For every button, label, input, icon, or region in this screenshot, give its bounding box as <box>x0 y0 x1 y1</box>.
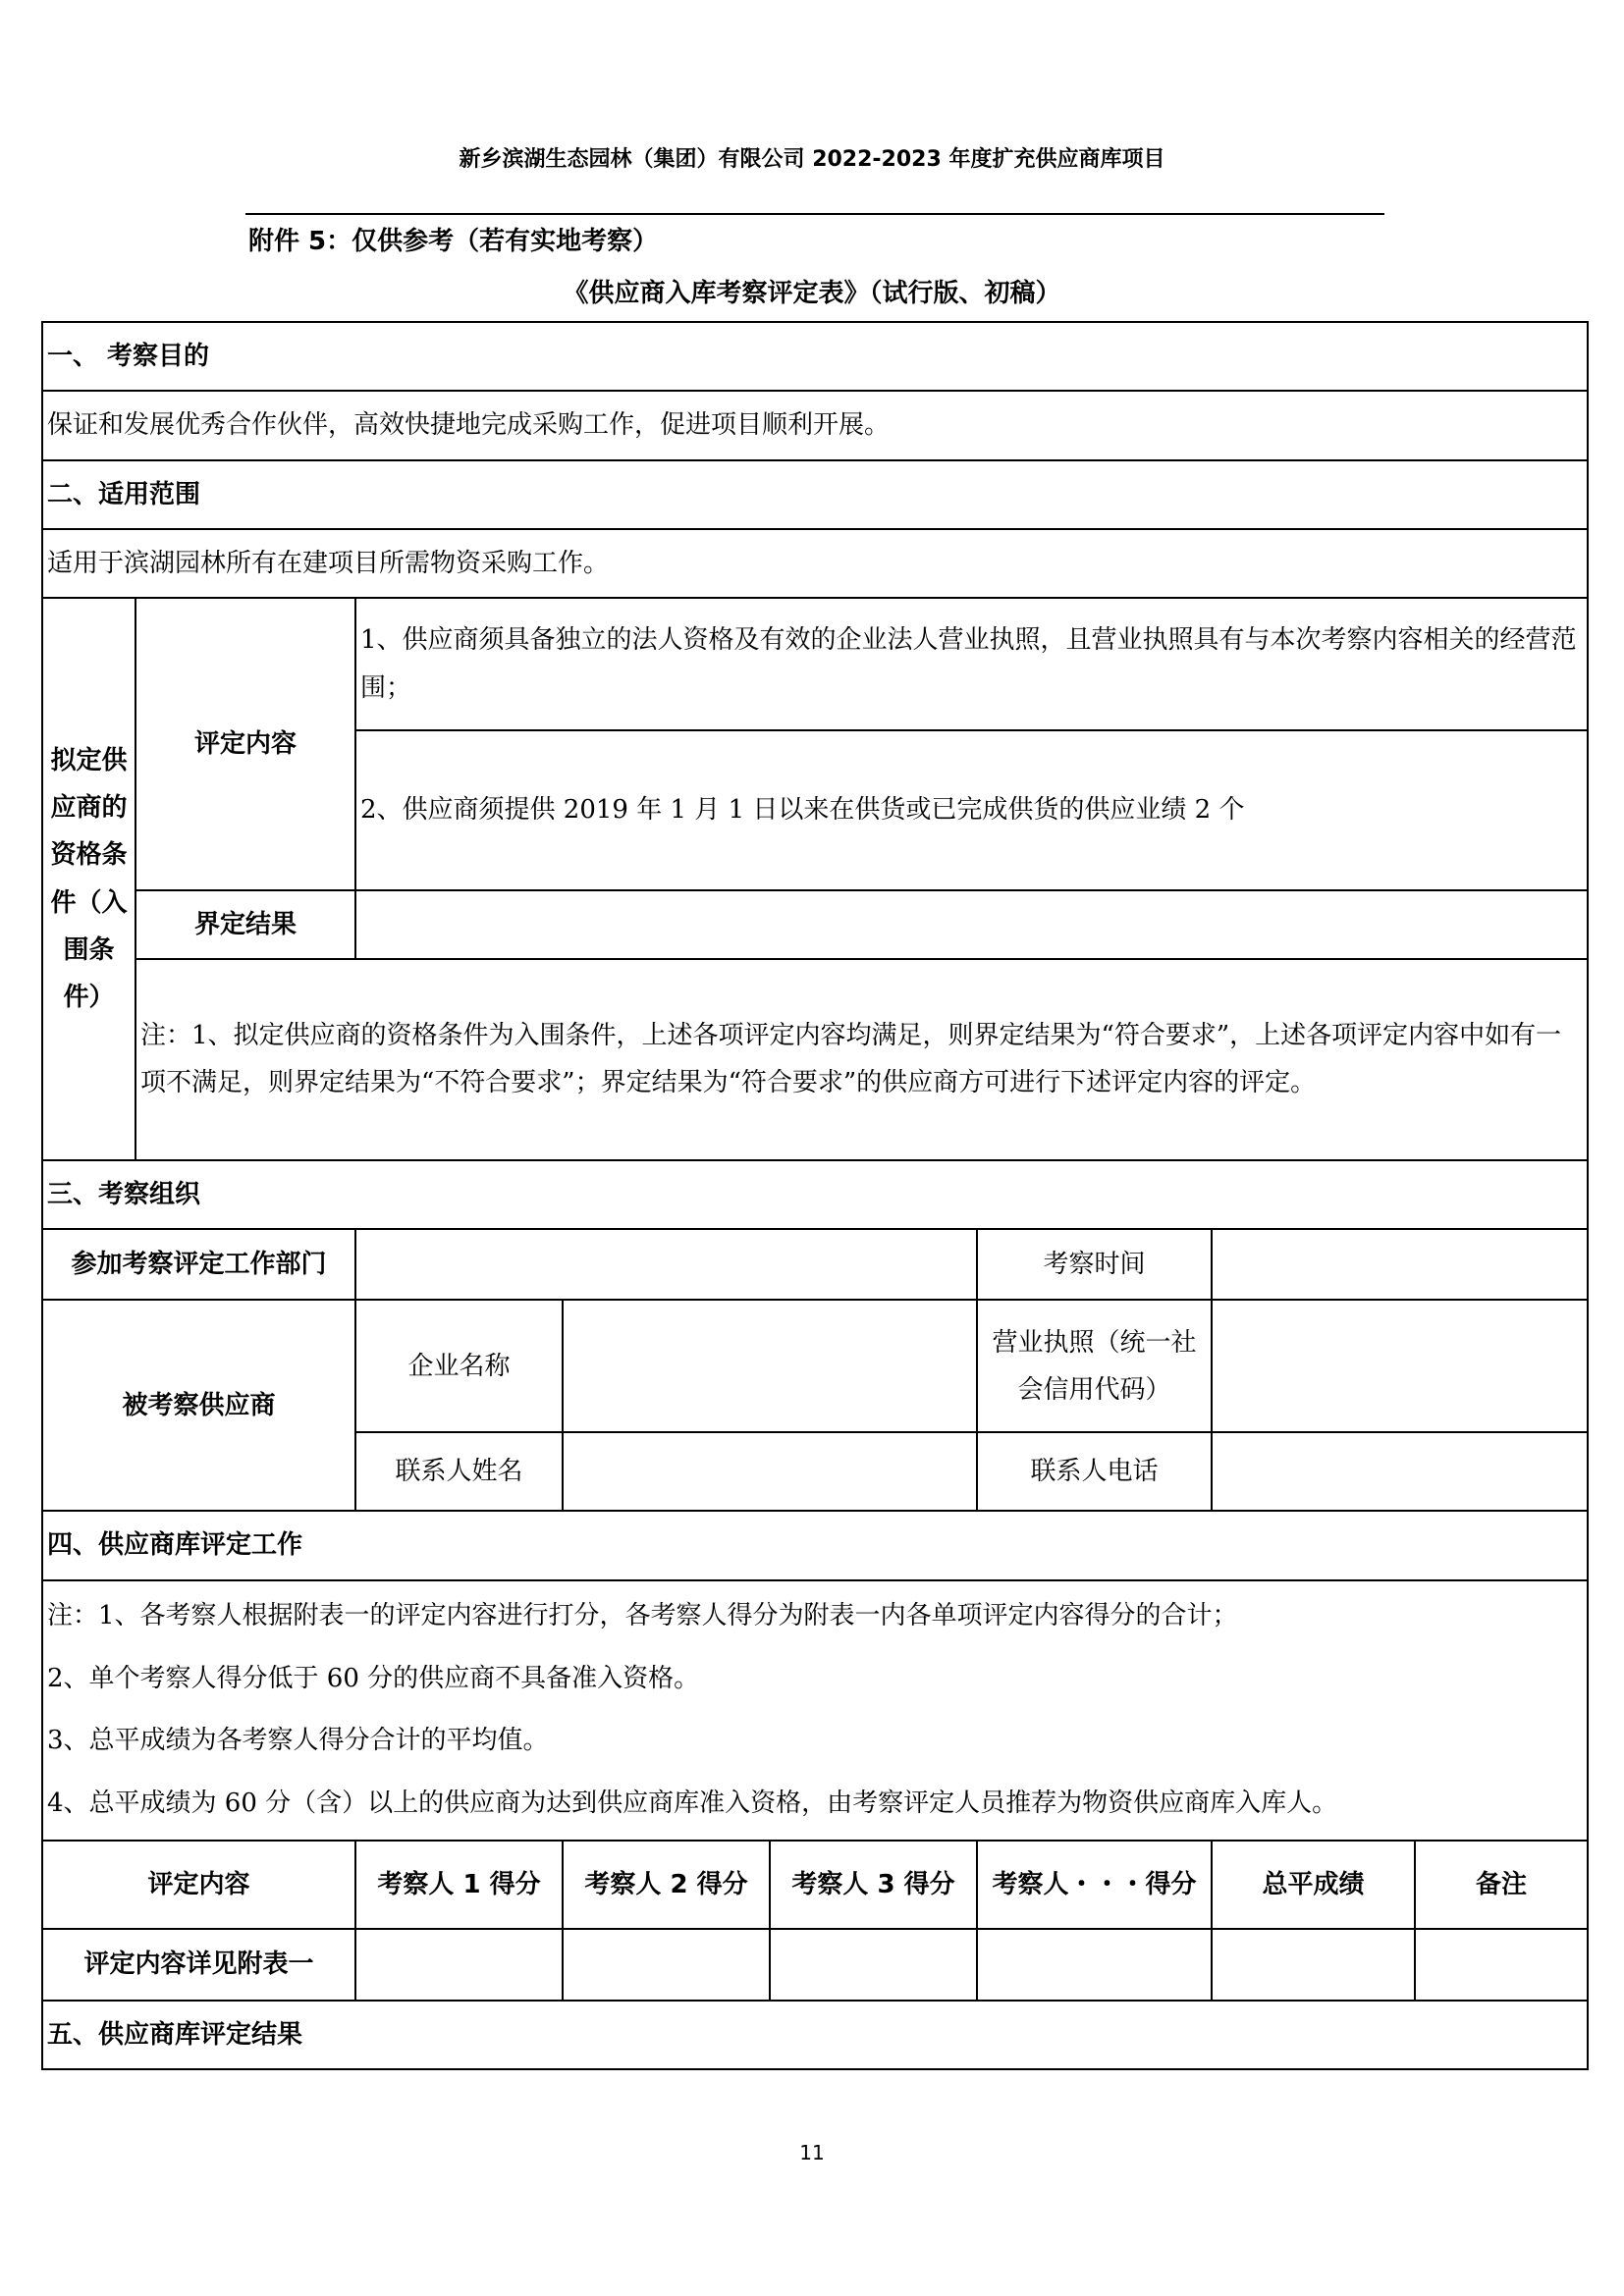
contact-name-value[interactable] <box>563 1432 977 1511</box>
section4-notes-row <box>42 1580 1588 1841</box>
score-inspector-2-value[interactable] <box>563 1929 770 2000</box>
qualification-item1-row <box>42 598 1588 730</box>
scoring-note-3: 3、总平成绩为各考察人得分合计的平均值。 <box>47 1726 549 1756</box>
score-remarks-value[interactable] <box>1415 1929 1588 2000</box>
document-header-title: 新乡滨湖生态园林（集团）有限公司 2022-2023 年度扩充供应商库项目 <box>459 147 1165 172</box>
section4-notes <box>42 1580 1588 1841</box>
section5-title-row <box>42 2001 1588 2069</box>
score-average-value[interactable] <box>1212 1929 1415 2000</box>
license-value[interactable] <box>1212 1300 1588 1432</box>
section2-title-row <box>42 460 1588 529</box>
scoring-note-2: 2、单个考察人得分低于 60 分的供应商不具备准入资格。 <box>47 1663 700 1693</box>
scoring-note-4: 4、总平成绩为 60 分（含）以上的供应商为达到供应商库准入资格，由考察评定人员推荐为物资供应商库入库人。 <box>47 1788 1338 1818</box>
section3-title-row <box>42 1160 1588 1229</box>
supplier-label: 被考察供应商 <box>42 1300 355 1511</box>
score-header-content: 评定内容 <box>42 1841 355 1929</box>
qualification-side-label: 拟定供应商的资格条件（入围条件） <box>42 598 135 1160</box>
score-header-inspector-1: 考察人 1 得分 <box>355 1841 563 1929</box>
section1-title: 一、 考察目的 <box>42 322 1588 391</box>
section4-title-row <box>42 1511 1588 1579</box>
section1-title-row <box>42 322 1588 391</box>
page-number: 11 <box>799 2141 825 2164</box>
company-name-label: 企业名称 <box>355 1300 563 1432</box>
dept-label: 参加考察评定工作部门 <box>42 1229 355 1300</box>
dept-value[interactable] <box>355 1229 977 1300</box>
license-label: 营业执照（统一社会信用代码） <box>977 1300 1212 1432</box>
score-inspector-3-value[interactable] <box>770 1929 977 2000</box>
score-header-inspector-3: 考察人 3 得分 <box>770 1841 977 1929</box>
score-header-remarks: 备注 <box>1415 1841 1588 1929</box>
company-name-value[interactable] <box>563 1300 977 1432</box>
contact-name-label: 联系人姓名 <box>355 1432 563 1511</box>
qualification-result-label: 界定结果 <box>135 890 355 959</box>
score-inspector-more-value[interactable] <box>977 1929 1212 2000</box>
score-inspector-1-value[interactable] <box>355 1929 563 2000</box>
qualification-result-value[interactable] <box>355 890 1588 959</box>
score-header-inspector-2: 考察人 2 得分 <box>563 1841 770 1929</box>
qualification-item-1: 1、供应商须具备独立的法人资格及有效的企业法人营业执照，且营业执照具有与本次考察内容相关的经营范围； <box>355 598 1588 730</box>
section2-title: 二、适用范围 <box>42 460 1588 529</box>
qualification-item-2: 2、供应商须提供 2019 年 1 月 1 日以来在供货或已完成供货的供应业绩 2 个 <box>355 730 1588 890</box>
qualification-note: 注：1、拟定供应商的资格条件为入围条件，上述各项评定内容均满足，则界定结果为“符合要求”，上述各项评定内容中如有一项不满足，则界定结果为“不符合要求”；界定结果为“符合要求”的供应商方可进行下述评定内容的评定。 <box>135 959 1588 1160</box>
section3-title: 三、考察组织 <box>42 1160 1588 1229</box>
scoring-note-1: 注：1、各考察人根据附表一的评定内容进行打分，各考察人得分为附表一内各单项评定内容得分的合计； <box>47 1600 1238 1630</box>
score-header-average: 总平成绩 <box>1212 1841 1415 1929</box>
section5-title: 五、供应商库评定结果 <box>42 2001 1588 2069</box>
qualification-note-row <box>42 959 1588 1160</box>
evaluation-form-table <box>41 321 1589 2070</box>
score-row-label: 评定内容详见附表一 <box>42 1929 355 2000</box>
form-title: 《供应商入库考察评定表》（试行版、初稿） <box>563 279 1061 308</box>
score-header-inspector-more: 考察人・・・得分 <box>977 1841 1212 1929</box>
contact-phone-label: 联系人电话 <box>977 1432 1212 1511</box>
qualification-result-row <box>42 890 1588 959</box>
company-row <box>42 1300 1588 1432</box>
inspection-time-label: 考察时间 <box>977 1229 1212 1300</box>
qualification-content-label: 评定内容 <box>135 598 355 889</box>
score-header-row <box>42 1841 1588 1929</box>
inspection-time-value[interactable] <box>1212 1229 1588 1300</box>
section2-content: 适用于滨湖园林所有在建项目所需物资采购工作。 <box>42 529 1588 598</box>
section4-title: 四、供应商库评定工作 <box>42 1511 1588 1579</box>
section1-content: 保证和发展优秀合作伙伴，高效快捷地完成采购工作，促进项目顺利开展。 <box>42 391 1588 459</box>
attachment-note: 附件 5：仅供参考（若有实地考察） <box>248 227 659 256</box>
score-value-row <box>42 1929 1588 2000</box>
section2-content-row <box>42 529 1588 598</box>
section1-content-row <box>42 391 1588 459</box>
dept-time-row <box>42 1229 1588 1300</box>
contact-phone-value[interactable] <box>1212 1432 1588 1511</box>
header-divider <box>245 213 1384 215</box>
